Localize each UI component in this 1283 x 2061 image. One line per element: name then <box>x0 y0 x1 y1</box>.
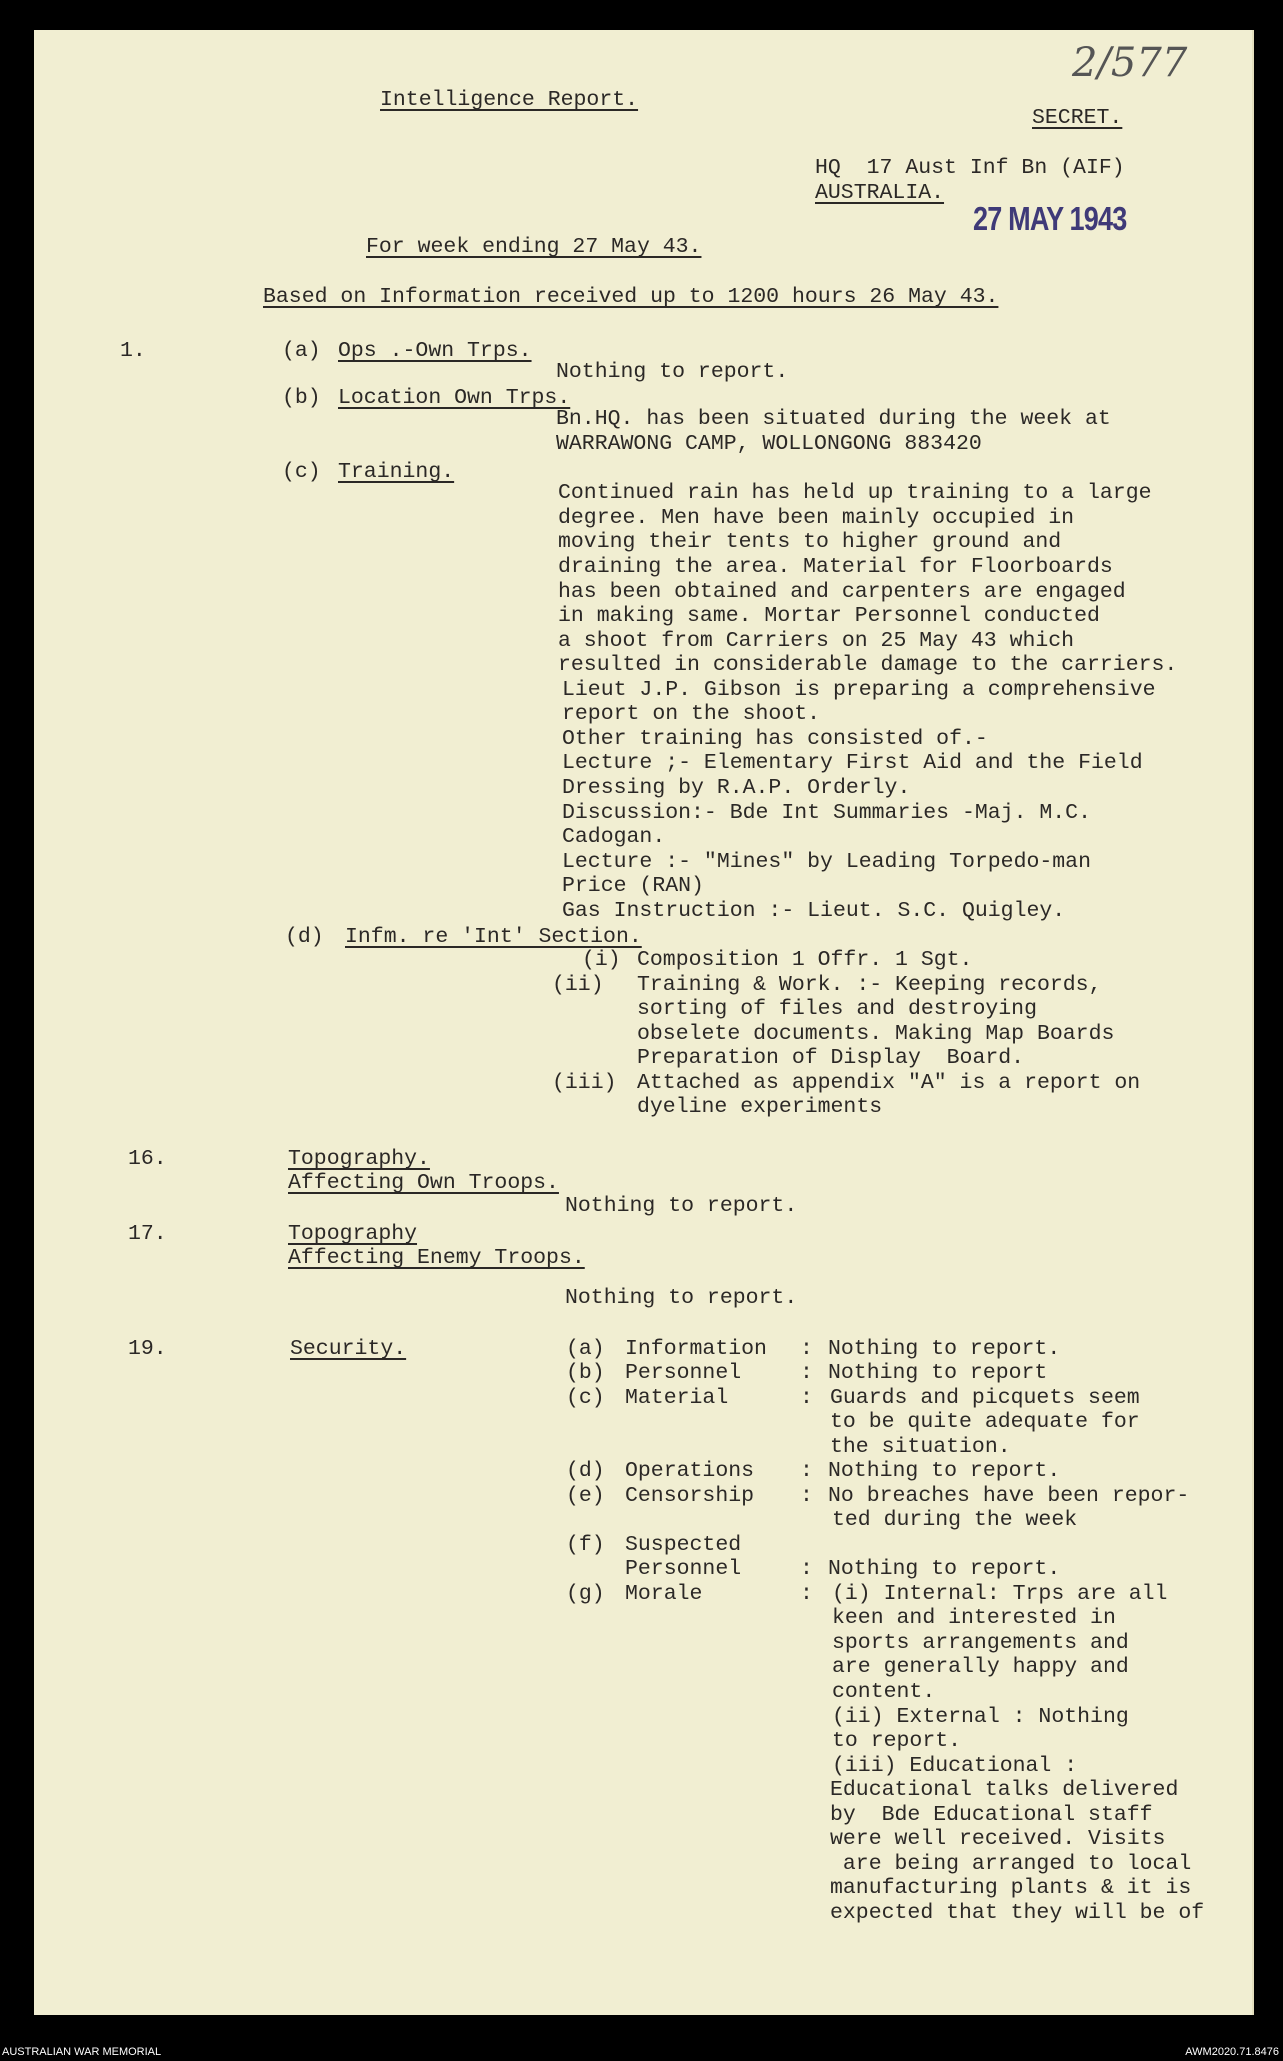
separator-colon: : <box>800 1386 813 1410</box>
text-line: Nothing to report. <box>828 1557 1061 1581</box>
date-stamp: 27 MAY 1943 <box>973 200 1127 237</box>
text-line: in making same. Mortar Personnel conducted <box>558 604 1100 628</box>
text-line: content. <box>832 1680 936 1704</box>
classification-label: SECRET. <box>1032 106 1123 130</box>
footer-accession-number: AWM2020.71.8476 <box>1185 2046 1279 2058</box>
text-line: Cadogan. <box>562 825 666 849</box>
separator-colon: : <box>800 1337 813 1361</box>
text-line: Lecture ;- Elementary First Aid and the Field <box>562 751 1143 775</box>
text-line: moving their tents to higher ground and <box>558 530 1062 554</box>
item-label: (b) <box>566 1361 605 1385</box>
text-line: WARRAWONG CAMP, WOLLONGONG 883420 <box>556 432 982 456</box>
report-title: Intelligence Report. <box>380 88 639 112</box>
subsection-title-location: Location Own Trps. <box>338 386 571 410</box>
section-subtitle: Affecting Own Troops. <box>288 1171 559 1195</box>
text-line: are generally happy and <box>832 1655 1129 1679</box>
text-line: Lecture :- "Mines" by Leading Torpedo-man <box>562 850 1091 874</box>
section-text: Nothing to report. <box>565 1194 798 1218</box>
text-line: by Bde Educational staff <box>830 1803 1153 1827</box>
text-line: (ii) External : Nothing <box>832 1705 1129 1729</box>
item-label: (g) <box>566 1582 605 1606</box>
section-number: 17. <box>128 1222 167 1246</box>
text-line: Discussion:- Bde Int Summaries -Maj. M.C. <box>562 801 1091 825</box>
subsection-title-training: Training. <box>338 460 455 484</box>
item-label: (e) <box>566 1484 605 1508</box>
section-title: Security. <box>290 1337 407 1361</box>
text-line: Preparation of Display Board. <box>637 1046 1025 1070</box>
text-line: Educational talks delivered <box>830 1778 1179 1802</box>
text-line: expected that they will be of <box>830 1901 1205 1925</box>
text-line: has been obtained and carpenters are engaged <box>558 580 1126 604</box>
separator-colon: : <box>800 1459 813 1483</box>
archive-reference-handwritten: 2/577 <box>1072 40 1188 86</box>
roman-numeral: (iii) <box>552 1071 617 1095</box>
text-line: sports arrangements and <box>832 1631 1129 1655</box>
text-line: (i) Internal: Trps are all <box>832 1582 1168 1606</box>
text-line: Nothing to report. <box>828 1459 1061 1483</box>
section-title: Topography. <box>288 1147 430 1171</box>
roman-numeral: (i) <box>582 948 621 972</box>
separator-colon: : <box>800 1582 813 1606</box>
text-line: Composition 1 Offr. 1 Sgt. <box>637 948 973 972</box>
unit-line-2: AUSTRALIA. <box>815 181 945 205</box>
text-line: obselete documents. Making Map Boards <box>637 1022 1115 1046</box>
text-line: Bn.HQ. has been situated during the week at <box>556 407 1111 431</box>
week-ending-line: For week ending 27 May 43. <box>366 235 702 259</box>
item-label: (f) <box>566 1533 605 1557</box>
security-row-label: Personnel <box>625 1361 742 1385</box>
section-number: 16. <box>128 1147 167 1171</box>
text-line: Other training has consisted of.- <box>562 727 988 751</box>
text-line: to report. <box>832 1729 962 1753</box>
text-line: Training & Work. :- Keeping records, <box>637 973 1102 997</box>
item-label: (c) <box>566 1386 605 1410</box>
text-line: Price (RAN) <box>562 874 704 898</box>
separator-colon: : <box>800 1361 813 1385</box>
section-number: 1. <box>120 339 146 363</box>
subsection-title-ops: Ops .-Own Trps. <box>338 339 532 363</box>
text-line: dyeline experiments <box>637 1095 883 1119</box>
text-line: to be quite adequate for <box>830 1410 1140 1434</box>
text-line: Nothing to report. <box>828 1337 1061 1361</box>
item-label: (c) <box>282 460 321 484</box>
text-line: the situation. <box>830 1435 1011 1459</box>
text-line: resulted in considerable damage to the carriers. <box>558 653 1178 677</box>
text-line: sorting of files and destroying <box>637 997 1037 1021</box>
item-label: (a) <box>282 339 321 363</box>
subsection-title-int-section: Infm. re 'Int' Section. <box>345 925 642 949</box>
item-label: (b) <box>282 386 321 410</box>
based-on-line: Based on Information received up to 1200 hours 26 May 43. <box>263 285 999 309</box>
text-line: (iii) Educational : <box>832 1754 1078 1778</box>
section-text: Nothing to report. <box>565 1286 798 1310</box>
unit-line-1: HQ 17 Aust Inf Bn (AIF) <box>815 156 1125 180</box>
item-label: (a) <box>566 1337 605 1361</box>
text-line: were well received. Visits <box>830 1827 1166 1851</box>
text-line: ted during the week <box>832 1508 1078 1532</box>
roman-numeral: (ii) <box>552 973 604 997</box>
text-line: a shoot from Carriers on 25 May 43 which <box>558 629 1075 653</box>
text-line: Gas Instruction :- Lieut. S.C. Quigley. <box>562 899 1066 923</box>
section-number: 19. <box>128 1337 167 1361</box>
text-line: keen and interested in <box>832 1606 1116 1630</box>
footer-archive-name: AUSTRALIAN WAR MEMORIAL <box>2 2046 162 2058</box>
security-row-label: Personnel <box>625 1557 742 1581</box>
item-label: (d) <box>566 1459 605 1483</box>
item-label: (d) <box>285 925 324 949</box>
text-line: No breaches have been repor- <box>828 1484 1190 1508</box>
security-row-label: Material <box>625 1386 729 1410</box>
security-row-label: Morale <box>625 1582 703 1606</box>
text-line: Lieut J.P. Gibson is preparing a comprehensive <box>562 678 1156 702</box>
text-line: Dressing by R.A.P. Orderly. <box>562 776 911 800</box>
text-line: Guards and picquets seem <box>830 1386 1140 1410</box>
text-line: degree. Men have been mainly occupied in <box>558 506 1075 530</box>
text-line: Attached as appendix "A" is a report on <box>637 1071 1141 1095</box>
security-row-label: Suspected <box>625 1533 742 1557</box>
separator-colon: : <box>800 1484 813 1508</box>
security-row-label: Censorship <box>625 1484 755 1508</box>
text-line: Nothing to report <box>828 1361 1048 1385</box>
security-row-label: Information <box>625 1337 767 1361</box>
separator-colon: : <box>800 1557 813 1581</box>
section-subtitle: Affecting Enemy Troops. <box>288 1246 585 1270</box>
section-title: Topography <box>288 1222 418 1246</box>
subsection-text: Nothing to report. <box>556 360 789 384</box>
security-row-label: Operations <box>625 1459 755 1483</box>
text-line: Continued rain has held up training to a large <box>558 481 1152 505</box>
text-line: report on the shoot. <box>562 702 821 726</box>
text-line: draining the area. Material for Floorboards <box>558 555 1113 579</box>
text-line: are being arranged to local <box>830 1852 1192 1876</box>
text-line: manufacturing plants & it is <box>830 1876 1192 1900</box>
